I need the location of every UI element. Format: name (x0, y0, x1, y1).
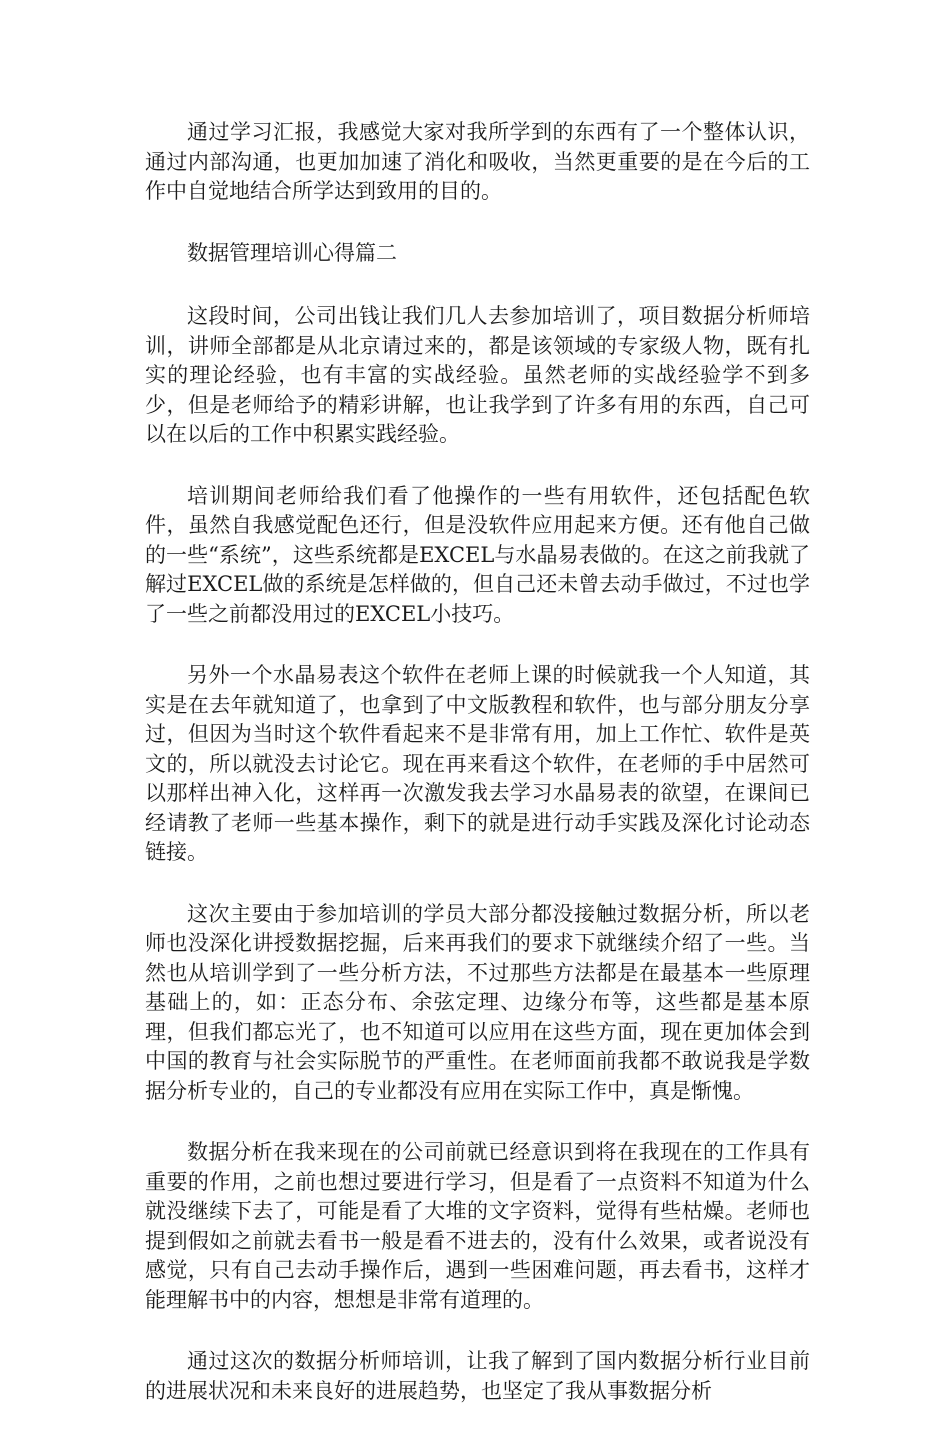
paragraph-analysis-methods: 这次主要由于参加培训的学员大部分都没接触过数据分析，所以老师也没深化讲授数据挖掘，后来再我们的要求下就继续介绍了一些。当然也从培训学到了一些分析方法，不过那些方法都是在最基本一些原理基础上的，如：正态分布、余弦定理、边缘分布等，这些都是基本原理，但我们都忘光了，也不知道可以应用在这些方面，现在更加体会到中国的教育与社会实际脱节的严重性。在老师面前我都不敢说我是学数据分析专业的，自己的专业都没有应用在实际工作中，真是惭愧。 (145, 901, 810, 1103)
paragraph-conclusion: 通过这次的数据分析师培训，让我了解到了国内数据分析行业目前的进展状况和未来良好的进展趋势，也坚定了我从事数据分析 (145, 1349, 810, 1403)
paragraph-intro-summary: 通过学习汇报，我感觉大家对我所学到的东西有了一个整体认识，通过内部沟通，也更加加速了消化和吸收，当然更重要的是在今后的工作中自觉地结合所学达到致用的目的。 (145, 120, 810, 203)
paragraph-software-demo: 培训期间老师给我们看了他操作的一些有用软件，还包括配色软件，虽然自我感觉配色还行，但是没软件应用起来方便。还有他自己做的一些“系统”，这些系统都是EXCEL与水晶易表做的。在这之前我就了解过EXCEL做的系统是怎样做的，但自己还未曾去动手做过，不过也学了一些之前都没用过的EXCEL小技巧。 (145, 483, 810, 626)
document-body (145, 118, 810, 1438)
paragraph-xcelsius: 另外一个水晶易表这个软件在老师上课的时候就我一个人知道，其实是在去年就知道了，也拿到了中文版教程和软件，也与部分朋友分享过，但因为当时这个软件看起来不是非常有用，加上工作忙、软件是英文的，所以就没去讨论它。现在再来看这个软件，在老师的手中居然可以那样出神入化，这样再一次激发我去学习水晶易表的欲望，在课间已经请教了老师一些基本操作，剩下的就是进行动手实践及深化讨论动态链接。 (145, 663, 810, 864)
paragraph-training-overview: 这段时间，公司出钱让我们几人去参加培训了，项目数据分析师培训，讲师全部都是从北京请过来的，都是该领域的专家级人物，既有扎实的理论经验，也有丰富的实战经验。虽然老师的实战经验学不到多少，但是老师给予的精彩讲解，也让我学到了许多有用的东西，自己可以在以后的工作中积累实践经验。 (145, 304, 810, 446)
section-heading: 数据管理培训心得篇二 (187, 240, 397, 265)
paragraph-learning-reflection: 数据分析在我来现在的公司前就已经意识到将在我现在的工作具有重要的作用，之前也想过要进行学习，但是看了一点资料不知道为什么就没继续下去了，可能是看了大堆的文字资料，觉得有些枯燥。老师也提到假如之前就去看书一般是看不进去的，没有什么效果，或者说没有感觉，只有自己去动手操作后，遇到一些困难问题，再去看书，这样才能理解书中的内容，想想是非常有道理的。 (145, 1140, 810, 1312)
